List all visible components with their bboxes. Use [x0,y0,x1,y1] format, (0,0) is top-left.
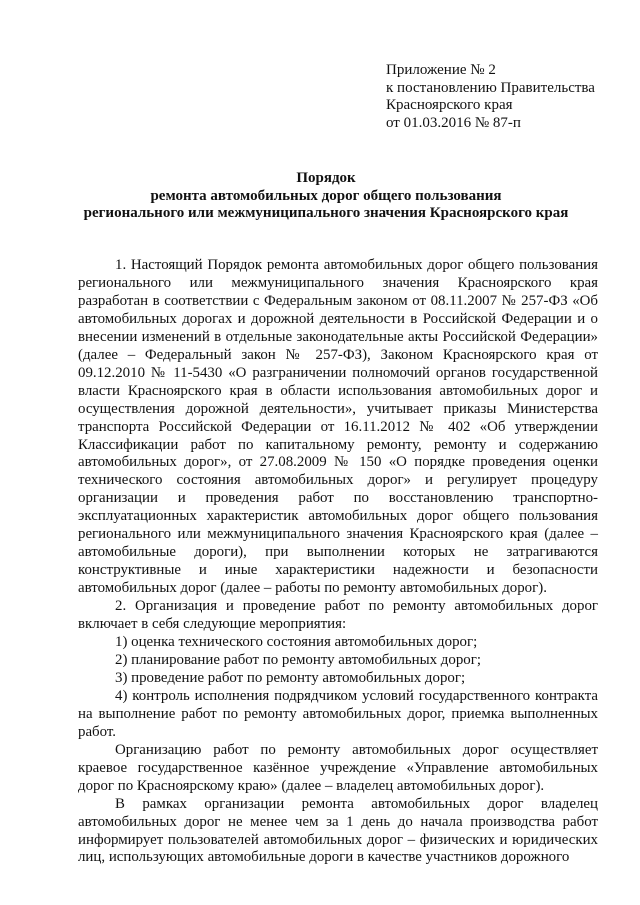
appendix-line-2: к постановлению Правительства [386,79,595,96]
paragraph-organization: Организацию работ по ремонту автомобильных дорог осуществляет краевое государственное казённое учреждение «Управление автомобильных дорог по Красноярскому краю» (далее – владелец автомобильных дорог). [78,741,598,794]
list-item-1: 1) оценка технического состояния автомобильных дорог; [115,634,478,651]
heading-title: Порядок [296,170,356,186]
heading-subtitle-2: регионального или межмуниципального значения Красноярского края [83,205,569,221]
paragraph-2: 2. Организация и проведение работ по ремонту автомобильных дорог включает в себя следующие мероприятия: [78,598,598,633]
appendix-line-1: Приложение № 2 [386,62,496,78]
list-item-3: 3) проведение работ по ремонту автомобильных дорог; [115,669,466,686]
appendix-block [386,62,626,132]
document-body [78,257,598,867]
paragraph-informing: В рамках организации ремонта автомобильных дорог владелец автомобильных дорог не менее чем за 1 день до начала производства работ информирует пользователей автомобильных дорог – физических и юридических лиц, использующих автомобильные дороги в качестве участников дорожного [78,795,598,866]
appendix-line-4: от 01.03.2016 № 87-п [386,114,521,131]
list-item-4: 4) контроль исполнения подрядчиком условий государственного контракта на выполнение работ по ремонту автомобильных дорог, приемка выполненных работ. [78,687,598,740]
document-heading [70,170,582,223]
paragraph-1: 1. Настоящий Порядок ремонта автомобильных дорог общего пользования регионального или межмуниципального значения Красноярского края разработан в соответствии с Федеральным законом от 08.11.2007 № 257-ФЗ «Об автомобильных дорогах и дорожной деятельности в Российской Федерации и о внесении изменений в отдельные законодательные акты Российской Федерации» (далее – Федеральный закон № 257-ФЗ), Законом Красноярского края от 09.12.2010 № 11-5430 «О разграничении полномочий органов государственной власти Красноярского края в области использования автомобильных дорог и осуществления дорожной деятельности», учитывает приказы Министерства транспорта Российской Федерации от 16.11.2012 № 402 «Об утверждении Классификации работ по капитальному ремонту, ремонту и содержанию автомобильных дорог», от 27.08.2009 № 150 «О порядке проведения оценки технического состояния автомобильных дорог» и регулирует процедуру организации и проведения работ по восстановлению транспортно-эксплуатационных характеристик автомобильных дорог общего пользования регионального или межмуниципального значения Красноярского края (далее – автомобильные дороги), при выполнении которых не затрагиваются конструктивные и иные характеристики надежности и безопасности автомобильных дорог (далее – работы по ремонту автомобильных дорог). [78,257,598,597]
list-item-2: 2) планирование работ по ремонту автомобильных дорог; [115,651,481,668]
heading-subtitle-1: ремонта автомобильных дорог общего пользования [150,187,502,204]
appendix-line-3: Красноярского края [386,97,513,113]
